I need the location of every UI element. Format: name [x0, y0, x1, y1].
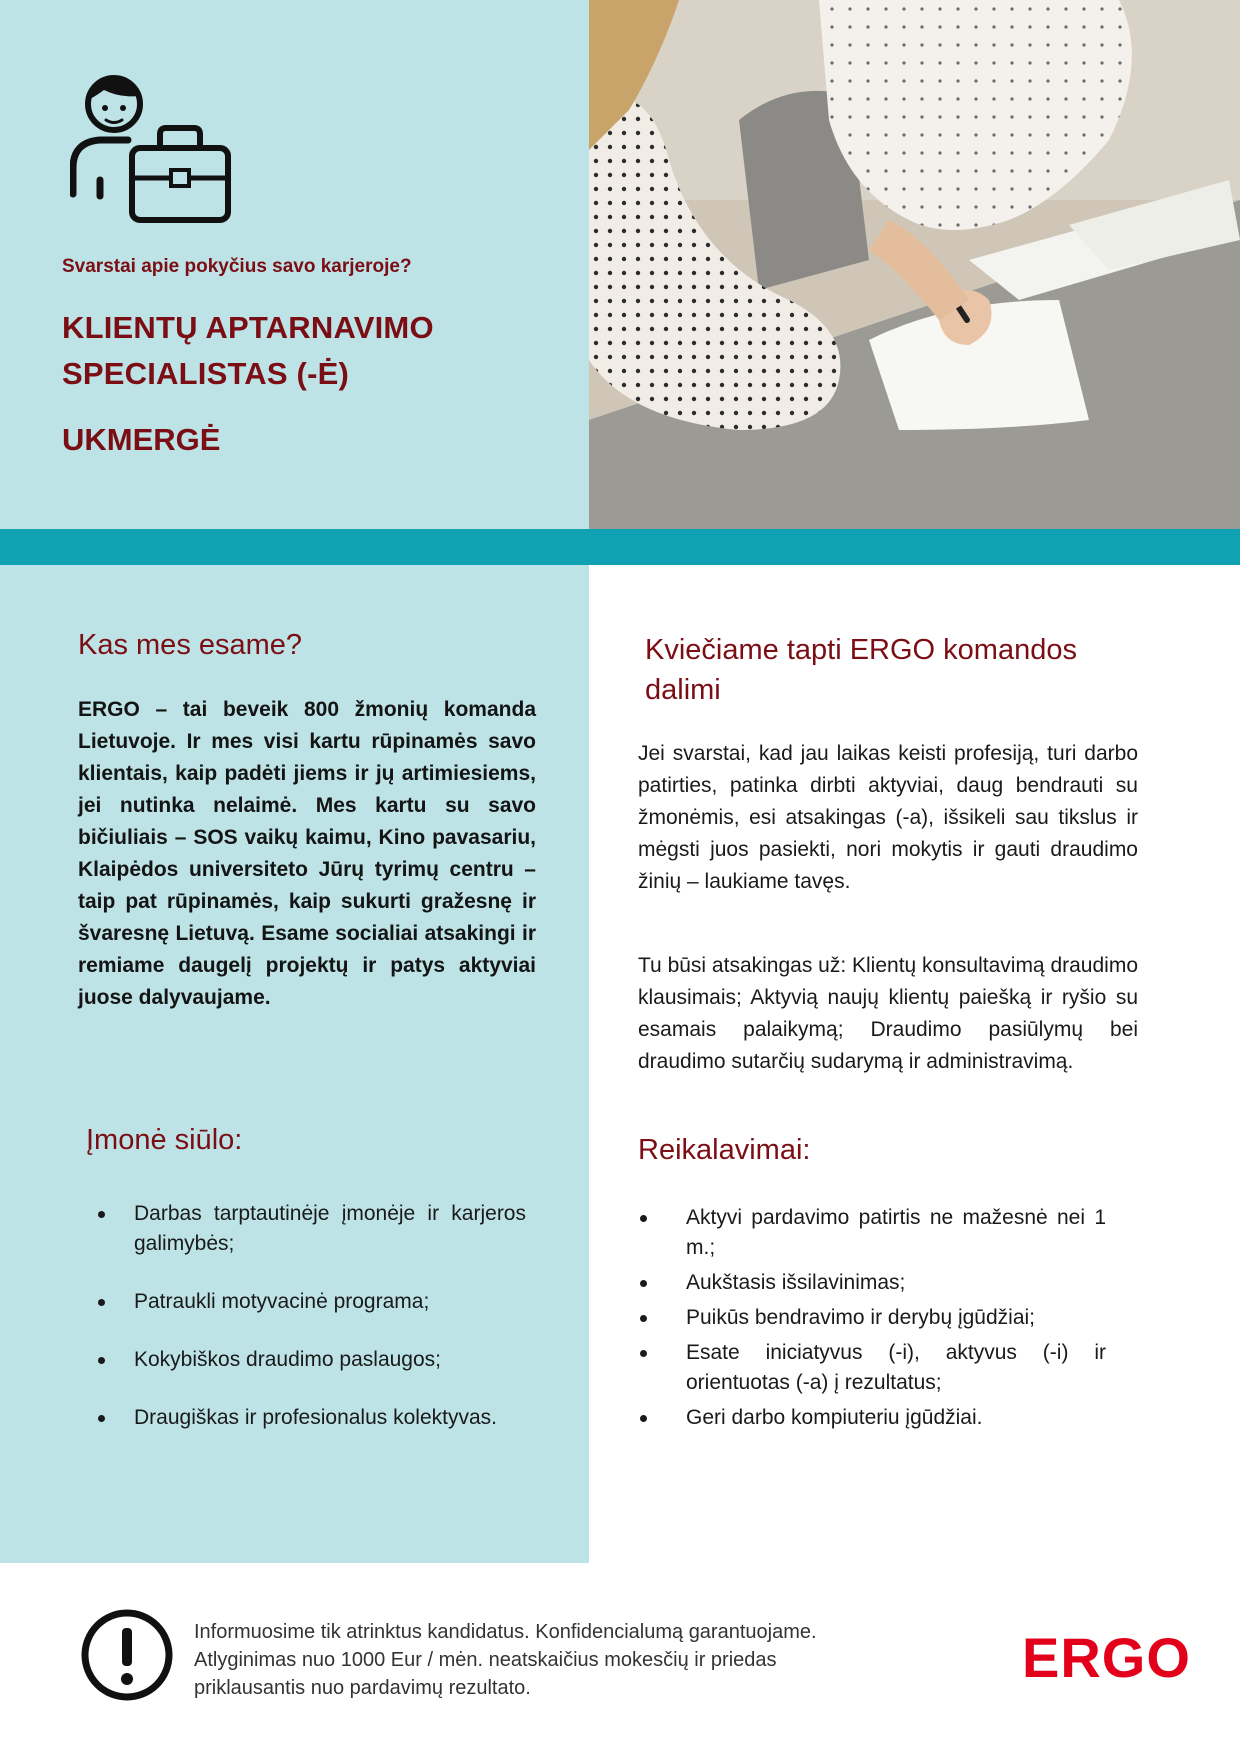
list-item: Aukštasis išsilavinimas; [636, 1268, 1106, 1298]
list-item: Darbas tarptautinėje įmonėje ir karjeros galimybės; [92, 1199, 526, 1259]
bullet-icon [640, 1415, 647, 1422]
bullet-icon [640, 1350, 647, 1357]
footer-note-line2: Atlyginimas nuo 1000 Eur / mėn. neatskaičius mokesčių ir priedas priklausantis nuo pardavimų rezultato. [194, 1649, 777, 1699]
list-item: Patraukli motyvacinė programa; [92, 1287, 526, 1317]
offer-list [92, 1199, 526, 1461]
offer-heading: Įmonė siūlo: [86, 1124, 243, 1156]
job-location: UKMERGĖ [62, 422, 221, 457]
footer-note [194, 1618, 954, 1702]
list-item: Kokybiškos draudimo paslaugos; [92, 1345, 526, 1375]
list-item: Puikūs bendravimo ir derybų įgūdžiai; [636, 1303, 1106, 1333]
list-item: Esate iniciatyvus (-i), aktyvus (-i) ir orientuotas (-a) į rezultatus; [636, 1338, 1106, 1398]
about-text: ERGO – tai beveik 800 žmonių komanda Lietuvoje. Ir mes visi kartu rūpinamės savo klientais, kaip padėti jiems ir jų artimiesiems, jei nutinka nelaimė. Mes kartu su savo bičiuliais – SOS vaikų kaimu, Kino pavasariu, Klaipėdos universiteto Jūrų tyrimų centru – taip pat rūpinamės, kaip sukurti gražesnę ir švaresnę Lietuvą. Esame socialiai atsakingi ir remiame daugelį projektų ir patys aktyviai juose dalyvaujame. [78, 698, 536, 1009]
exclamation-circle-icon [80, 1608, 174, 1702]
bullet-icon [98, 1415, 105, 1422]
requirements-list [636, 1203, 1106, 1438]
list-item: Aktyvi pardavimo patirtis ne mažesnė nei 1 m.; [636, 1203, 1106, 1263]
bullet-icon [98, 1357, 105, 1364]
list-item: Geri darbo kompiuteriu įgūdžiai. [636, 1403, 1106, 1433]
bullet-icon [98, 1211, 105, 1218]
office-photo-illustration [589, 0, 1240, 529]
invite-paragraph: Jei svarstai, kad jau laikas keisti profesiją, turi darbo patirties, patinka dirbti aktyviai, daug bendrauti su žmonėmis, esi atsakingas (-a), išsikeli sau tikslus ir mėgsti juos pasiekti, nori mokytis ir gauti draudimo žinių – laukiame tavęs. [638, 742, 1138, 893]
requirements-heading: Reikalavimai: [638, 1134, 811, 1166]
list-item: Draugiškas ir profesionalus kolektyvas. [92, 1403, 526, 1433]
bullet-icon [640, 1215, 647, 1222]
footer-note-line1: Informuosime tik atrinktus kandidatus. Konfidencialumą garantuojame. [194, 1621, 817, 1643]
bullet-icon [98, 1299, 105, 1306]
bullet-icon [640, 1315, 647, 1322]
divider-band [0, 529, 1240, 565]
bullet-icon [640, 1280, 647, 1287]
job-title: KLIENTŲ APTARNAVIMO SPECIALISTAS (-Ė) [62, 310, 434, 391]
hero-photo [589, 0, 1240, 529]
page-kicker: Svarstai apie pokyčius savo karjeroje? [62, 256, 412, 277]
about-heading: Kas mes esame? [78, 629, 303, 661]
responsibilities-paragraph: Tu būsi atsakingas už: Klientų konsultavimą draudimo klausimais; Aktyvią naujų klientų paiešką ir ryšio su esamais palaikymą; Draudimo pasiūlymų bei draudimo sutarčių sudarymą ir administravimą. [638, 954, 1138, 1073]
ergo-logo: ERGO [1022, 1626, 1191, 1689]
hero-panel [0, 0, 589, 529]
person-with-briefcase-icon [70, 70, 234, 226]
invite-heading: Kviečiame tapti ERGO komandos dalimi [645, 634, 1077, 706]
